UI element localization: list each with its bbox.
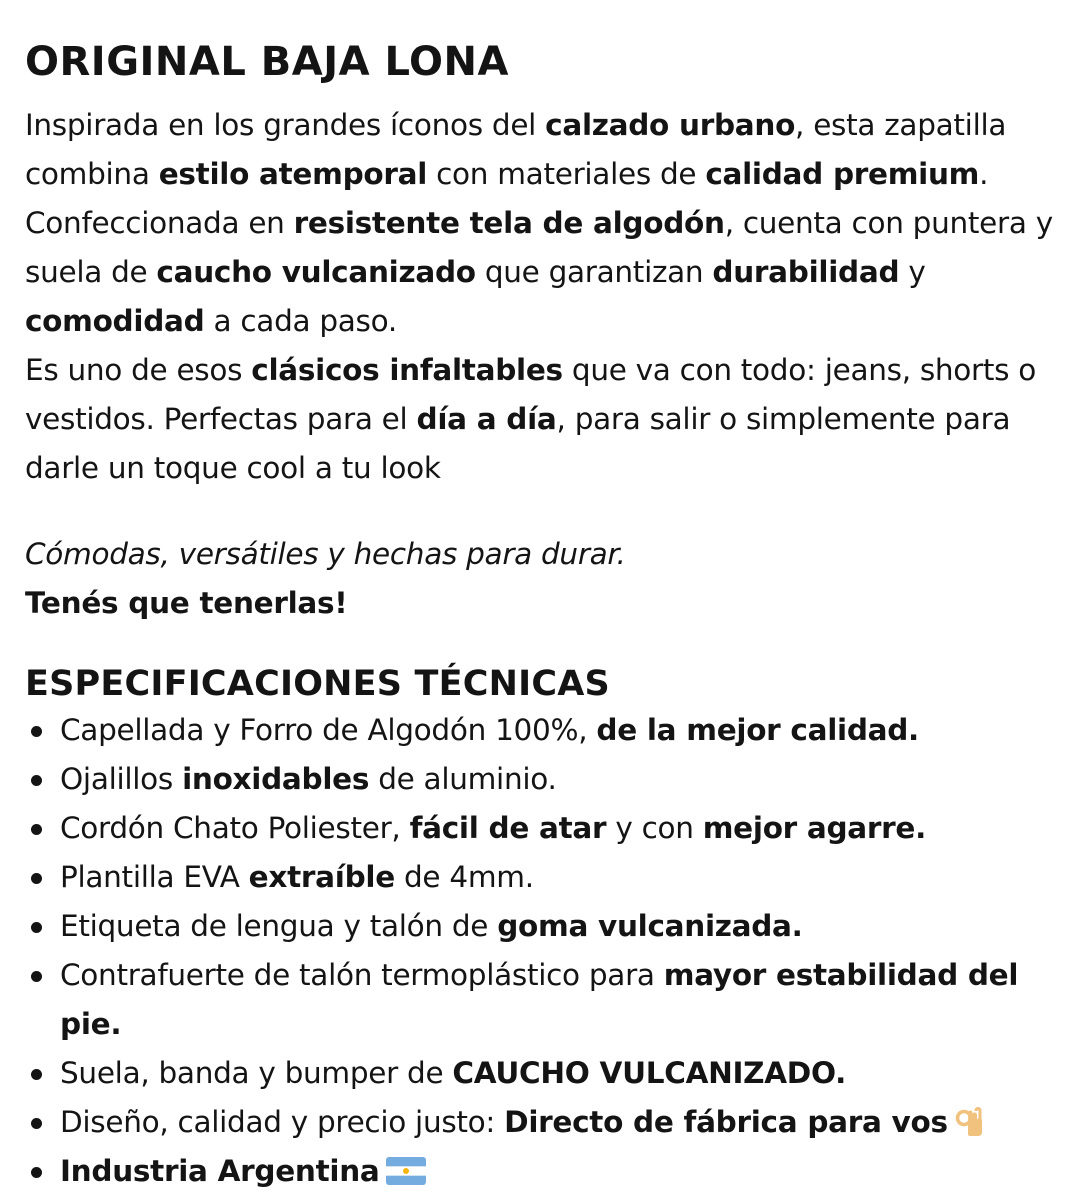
specs-title: ESPECIFICACIONES TÉCNICAS bbox=[25, 664, 610, 704]
spec-item: Suela, banda y bumper de CAUCHO VULCANIZADO. bbox=[25, 1049, 1075, 1098]
tagline-italic: Cómodas, versátiles y hechas para durar. bbox=[25, 537, 626, 571]
specs-list bbox=[25, 706, 1075, 1196]
description-paragraph-1: Inspirada en los grandes íconos del calzado urbano, esta zapatilla combina estilo atemporal con materiales de calidad premium. bbox=[25, 108, 1007, 191]
tagline-bold: Tenés que tenerlas! bbox=[25, 586, 348, 620]
spec-item: Etiqueta de lengua y talón de goma vulcanizada. bbox=[25, 902, 1075, 951]
tagline bbox=[25, 530, 626, 628]
argentina-flag-icon bbox=[386, 1151, 426, 1179]
spec-item: Industria Argentina bbox=[25, 1147, 1075, 1196]
product-description bbox=[25, 101, 1075, 493]
spec-item: Ojalillos inoxidables de aluminio. bbox=[25, 755, 1075, 804]
spec-item: Contrafuerte de talón termoplástico para mayor estabilidad del pie. bbox=[25, 951, 1075, 1049]
ok-hand-icon bbox=[954, 1103, 984, 1133]
description-paragraph-3: Es uno de esos clásicos infaltables que va con todo: jeans, shorts o vestidos. Perfectas para el día a día, para salir o simplemente para darle un toque cool a tu look bbox=[25, 353, 1037, 485]
spec-item: Plantilla EVA extraíble de 4mm. bbox=[25, 853, 1075, 902]
spec-item: Capellada y Forro de Algodón 100%, de la mejor calidad. bbox=[25, 706, 1075, 755]
description-paragraph-2: Confeccionada en resistente tela de algodón, cuenta con puntera y suela de caucho vulcanizado que garantizan durabilidad y comodidad a cada paso. bbox=[25, 206, 1053, 338]
product-title: ORIGINAL BAJA LONA bbox=[25, 39, 509, 85]
spec-item: Cordón Chato Poliester, fácil de atar y con mejor agarre. bbox=[25, 804, 1075, 853]
spec-item: Diseño, calidad y precio justo: Directo de fábrica para vos bbox=[25, 1098, 1075, 1147]
